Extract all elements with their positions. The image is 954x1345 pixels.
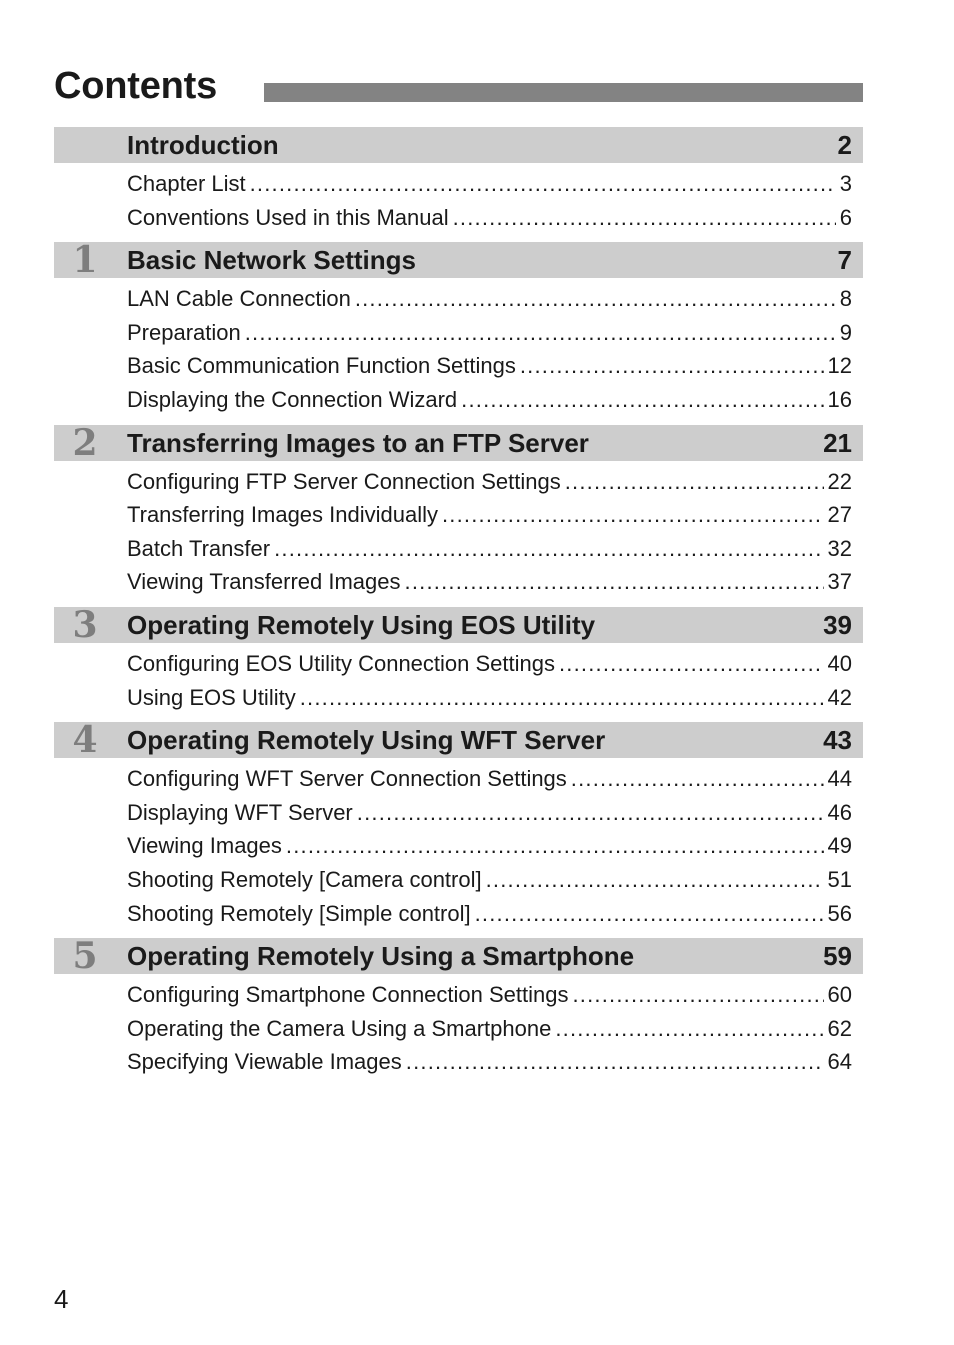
entry-page-number: 22 bbox=[827, 468, 852, 494]
entry-list bbox=[54, 974, 863, 1079]
entry-page-number: 42 bbox=[827, 684, 852, 710]
entry-page-number: 40 bbox=[827, 650, 852, 676]
entry-list bbox=[54, 643, 863, 714]
entry-title: Configuring Smartphone Connection Settings bbox=[127, 982, 569, 1008]
entry-list bbox=[54, 461, 863, 599]
chapter-title: Introduction bbox=[127, 130, 279, 160]
dot-leader bbox=[461, 383, 823, 417]
chapter-5 bbox=[54, 935, 863, 1079]
entry-page-number: 9 bbox=[839, 319, 852, 345]
chapter-title: Operating Remotely Using EOS Utility bbox=[127, 609, 596, 640]
toc-entry[interactable] bbox=[127, 762, 852, 796]
toc-entry[interactable] bbox=[127, 829, 852, 863]
chapter-page-number: 43 bbox=[823, 725, 852, 756]
chapter-number: 5 bbox=[72, 935, 98, 978]
entry-page-number: 44 bbox=[827, 766, 852, 792]
toc-entry[interactable] bbox=[127, 465, 852, 499]
entry-page-number: 46 bbox=[827, 799, 852, 825]
chapter-page-number: 59 bbox=[823, 941, 852, 972]
entry-page-number: 12 bbox=[827, 353, 852, 379]
toc-entry[interactable] bbox=[127, 349, 852, 383]
toc-entry[interactable] bbox=[127, 532, 852, 566]
toc-entry[interactable] bbox=[127, 383, 852, 417]
dot-leader bbox=[406, 1045, 824, 1079]
entry-list bbox=[54, 278, 863, 416]
toc-entry[interactable] bbox=[127, 201, 852, 235]
entry-title: Viewing Transferred Images bbox=[127, 569, 401, 595]
page-number: 4 bbox=[54, 1284, 69, 1314]
dot-leader bbox=[250, 167, 836, 201]
toc-entry[interactable] bbox=[127, 978, 852, 1012]
entry-title: Shooting Remotely [Camera control] bbox=[127, 866, 482, 892]
dot-leader bbox=[565, 465, 824, 499]
chapter-introduction bbox=[54, 127, 863, 234]
entry-title: Basic Communication Function Settings bbox=[127, 353, 516, 379]
toc-entry[interactable] bbox=[127, 498, 852, 532]
dot-leader bbox=[555, 1012, 823, 1046]
entry-page-number: 16 bbox=[827, 386, 852, 412]
entry-title: Conventions Used in this Manual bbox=[127, 204, 449, 230]
dot-leader bbox=[405, 565, 824, 599]
title-rule bbox=[264, 83, 863, 102]
entry-title: Chapter List bbox=[127, 171, 246, 196]
chapter-header[interactable] bbox=[54, 239, 863, 282]
chapter-header[interactable] bbox=[54, 935, 863, 978]
toc-entry[interactable] bbox=[127, 1012, 852, 1046]
chapter-4 bbox=[54, 719, 863, 930]
dot-leader bbox=[300, 681, 824, 715]
entry-title: Configuring WFT Server Connection Settings bbox=[127, 766, 567, 792]
toc-entry[interactable] bbox=[127, 863, 852, 897]
toc-entry[interactable] bbox=[127, 681, 852, 715]
table-of-contents bbox=[54, 127, 863, 1087]
toc-entry[interactable] bbox=[127, 282, 852, 316]
chapter-page-number: 21 bbox=[823, 427, 852, 458]
entry-page-number: 51 bbox=[827, 866, 852, 892]
entry-title: Using EOS Utility bbox=[127, 684, 296, 710]
chapter-header[interactable] bbox=[54, 719, 863, 762]
page-title: Contents bbox=[54, 65, 218, 107]
entry-title: Batch Transfer bbox=[127, 535, 271, 561]
entry-page-number: 62 bbox=[827, 1015, 852, 1041]
entry-title: Preparation bbox=[127, 319, 241, 345]
entry-page-number: 60 bbox=[827, 982, 852, 1008]
toc-entry[interactable] bbox=[127, 565, 852, 599]
entry-title: Shooting Remotely [Simple control] bbox=[127, 900, 471, 926]
entry-page-number: 49 bbox=[827, 833, 852, 859]
dot-leader bbox=[520, 349, 824, 383]
entry-list bbox=[54, 758, 863, 930]
chapter-number: 2 bbox=[72, 421, 98, 464]
entry-title: Displaying WFT Server bbox=[127, 799, 353, 825]
entry-title: Viewing Images bbox=[127, 833, 282, 859]
entry-list bbox=[54, 163, 863, 234]
chapter-title: Operating Remotely Using WFT Server bbox=[127, 725, 606, 756]
chapter-title: Operating Remotely Using a Smartphone bbox=[127, 941, 635, 972]
entry-title: Configuring FTP Server Connection Settings bbox=[127, 468, 561, 494]
chapter-title: Transferring Images to an FTP Server bbox=[127, 427, 589, 458]
chapter-number: 3 bbox=[72, 603, 98, 646]
entry-page-number: 8 bbox=[839, 286, 852, 312]
dot-leader bbox=[573, 978, 824, 1012]
chapter-page-number: 2 bbox=[837, 130, 852, 160]
entry-page-number: 56 bbox=[827, 900, 852, 926]
entry-title: Specifying Viewable Images bbox=[127, 1049, 402, 1075]
entry-page-number: 3 bbox=[839, 171, 852, 196]
entry-title: Transferring Images Individually bbox=[127, 502, 438, 528]
entry-page-number: 64 bbox=[827, 1049, 852, 1075]
dot-leader bbox=[355, 282, 836, 316]
entry-page-number: 27 bbox=[827, 502, 852, 528]
dot-leader bbox=[245, 316, 836, 350]
chapter-1 bbox=[54, 239, 863, 416]
toc-entry[interactable] bbox=[127, 316, 852, 350]
toc-entry[interactable] bbox=[127, 796, 852, 830]
entry-title: LAN Cable Connection bbox=[127, 286, 351, 312]
dot-leader bbox=[559, 647, 824, 681]
dot-leader bbox=[274, 532, 823, 566]
chapter-header[interactable] bbox=[54, 421, 863, 464]
entry-title: Operating the Camera Using a Smartphone bbox=[127, 1015, 552, 1041]
chapter-3 bbox=[54, 603, 863, 714]
chapter-header[interactable] bbox=[54, 603, 863, 646]
chapter-title: Basic Network Settings bbox=[127, 245, 416, 276]
toc-entry[interactable] bbox=[127, 897, 852, 931]
toc-entry[interactable] bbox=[127, 167, 852, 201]
chapter-page-number: 39 bbox=[823, 609, 852, 640]
entry-page-number: 37 bbox=[827, 569, 852, 595]
dot-leader bbox=[453, 201, 836, 235]
dot-leader bbox=[286, 829, 824, 863]
toc-entry[interactable] bbox=[127, 1045, 852, 1079]
chapter-header[interactable] bbox=[54, 127, 863, 163]
chapter-number: 1 bbox=[72, 239, 98, 282]
toc-entry[interactable] bbox=[127, 647, 852, 681]
entry-page-number: 6 bbox=[839, 204, 852, 230]
dot-leader bbox=[571, 762, 824, 796]
entry-title: Displaying the Connection Wizard bbox=[127, 386, 458, 412]
entry-page-number: 32 bbox=[827, 535, 852, 561]
chapter-number: 4 bbox=[72, 719, 98, 762]
chapter-2 bbox=[54, 421, 863, 599]
dot-leader bbox=[486, 863, 824, 897]
dot-leader bbox=[357, 796, 824, 830]
dot-leader bbox=[475, 897, 824, 931]
chapter-page-number: 7 bbox=[837, 245, 852, 276]
dot-leader bbox=[442, 498, 824, 532]
entry-title: Configuring EOS Utility Connection Settings bbox=[127, 650, 555, 676]
